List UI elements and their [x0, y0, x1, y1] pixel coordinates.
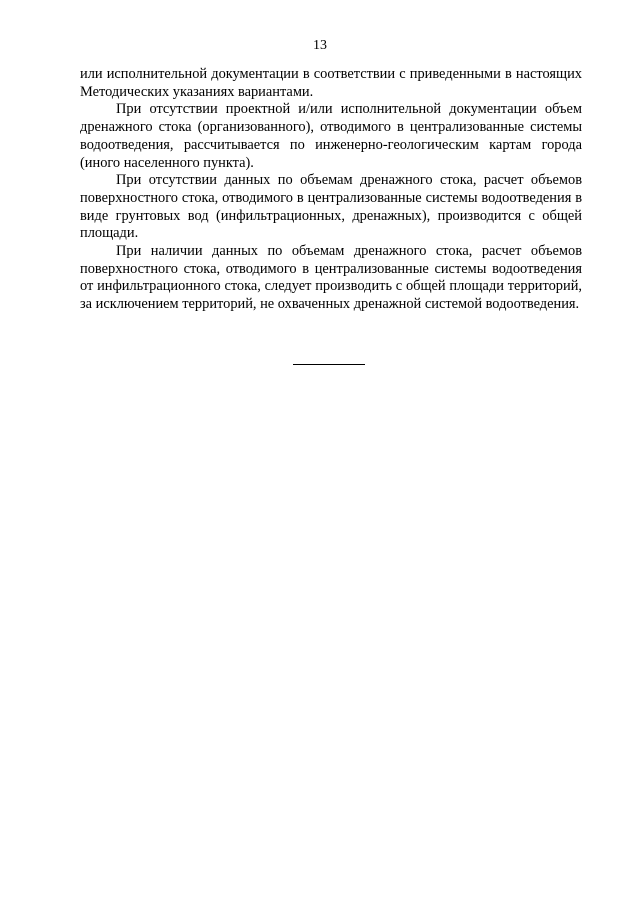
- paragraph-design-docs-absent: При отсутствии проектной и/или исполнительной документации объем дренажного стока (организованного), отводимого в централизованные системы водоотведения, рассчитывается по инженерно-геологическим картам города (иного населенного пункта).: [80, 101, 582, 171]
- closing-divider: [293, 364, 365, 365]
- page-number: 13: [313, 38, 327, 53]
- paragraph-continuation: или исполнительной документации в соответствии с приведенными в настоящих Методических указаниях вариантами.: [80, 66, 582, 100]
- paragraph-drainage-data-present: При наличии данных по объемам дренажного стока, расчет объемов поверхностного стока, отводимого в централизованные системы водоотведения от инфильтрационного стока, следует производить с общей площади территорий, за исключением территорий, не охваченных дренажной системой водоотведения.: [80, 243, 582, 313]
- document-body: [80, 66, 582, 314]
- paragraph-drainage-data-absent: При отсутствии данных по объемам дренажного стока, расчет объемов поверхностного стока, отводимого в централизованные системы водоотведения в виде грунтовых вод (инфильтрационных, дренажных), производится с общей площади.: [80, 172, 582, 242]
